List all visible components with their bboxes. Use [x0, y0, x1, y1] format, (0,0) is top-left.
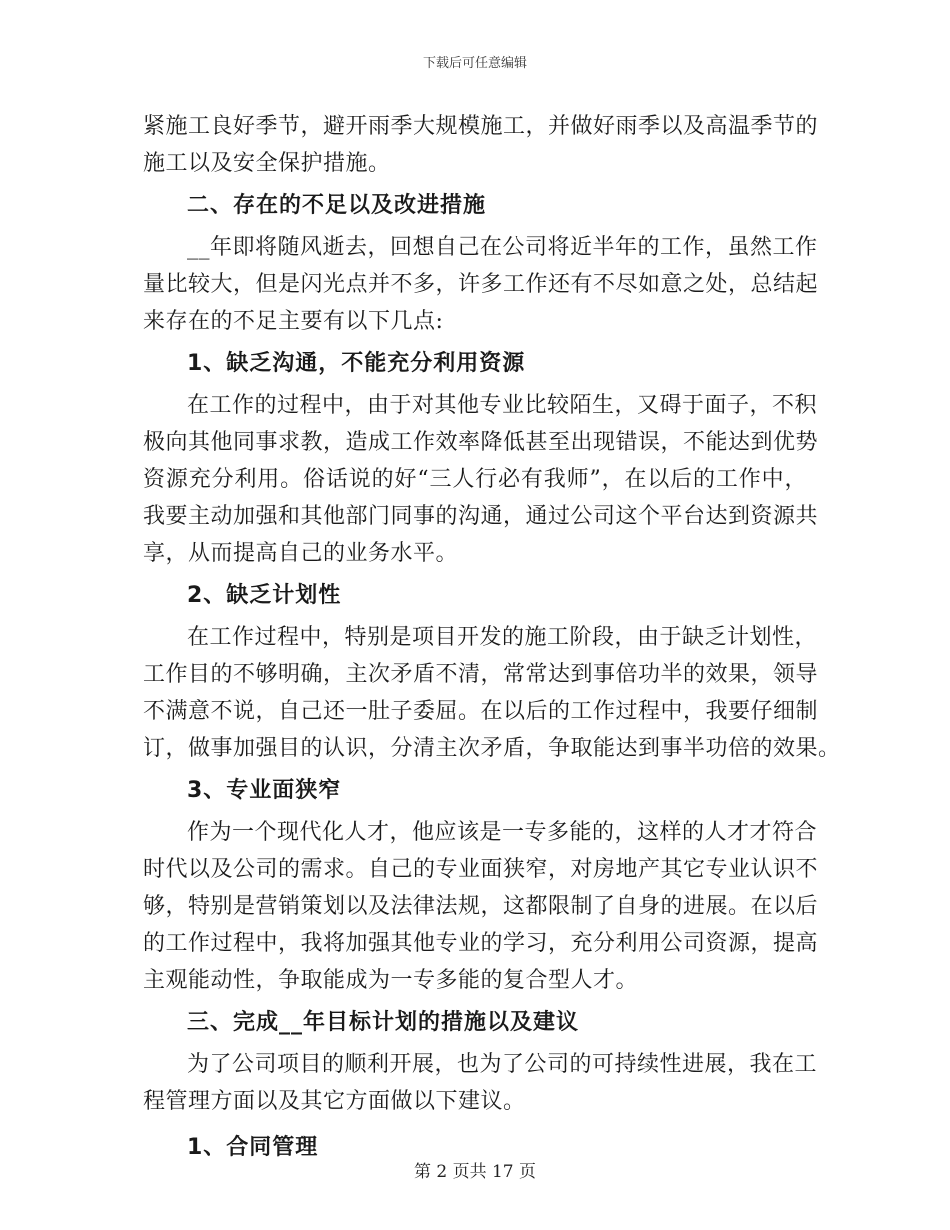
text-line: 我要主动加强和其他部门同事的沟通，通过公司这个平台达到资源共 — [143, 504, 819, 529]
text-line: 主观能动性，争取能成为一专多能的复合型人才。 — [143, 968, 639, 993]
text-line: 作为一个现代化人才，他应该是一专多能的，这样的人才才符合 — [187, 820, 818, 845]
text-line: 的工作过程中，我将加强其他专业的学习，充分利用公司资源，提高 — [143, 931, 819, 956]
section-heading: 二、存在的不足以及改进措施 — [187, 193, 487, 218]
text-line: 资源充分利用。俗话说的好“三人行必有我师”，在以后的工作中， — [143, 467, 807, 492]
subsection-heading: 1、缺乏沟通，不能充分利用资源 — [187, 351, 526, 376]
paragraph — [143, 814, 819, 999]
subsection-heading: 2、缺乏计划性 — [187, 583, 342, 608]
page-footer: 第 2 页共 17 页 — [413, 1162, 537, 1182]
section-heading: 三、完成__年目标计划的措施以及建议 — [187, 1010, 580, 1035]
text-line: 程管理方面以及其它方面做以下建议。 — [143, 1089, 526, 1114]
paragraph — [143, 229, 819, 340]
text-line: 时代以及公司的需求。自己的专业面狭窄，对房地产其它专业认识不 — [143, 857, 819, 882]
text-line: __年即将随风逝去，回想自己在公司将近半年的工作，虽然工作 — [187, 235, 818, 260]
text-line: 在工作过程中，特别是项目开发的施工阶段，由于缺乏计划性， — [187, 625, 818, 650]
paragraph — [143, 387, 819, 572]
paragraph — [143, 108, 819, 182]
text-line: 极向其他同事求教，造成工作效率降低甚至出现错误，不能达到优势 — [143, 430, 819, 455]
text-line: 够，特别是营销策划以及法律法规，这都限制了自身的进展。在以后 — [143, 894, 819, 919]
text-line: 为了公司项目的顺利开展，也为了公司的可持续性进展，我在工 — [187, 1052, 818, 1077]
document-body — [143, 108, 841, 1166]
text-line: 来存在的不足主要有以下几点: — [143, 309, 444, 334]
subsection-heading: 3、专业面狭窄 — [187, 778, 342, 803]
text-line: 紧施工良好季节，避开雨季大规模施工，并做好雨季以及高温季节的 — [143, 114, 819, 139]
text-line: 订，做事加强目的认识，分清主次矛盾，争取能达到事半功倍的效果。 — [143, 736, 841, 761]
text-line: 量比较大，但是闪光点并不多，许多工作还有不尽如意之处，总结起 — [143, 272, 819, 297]
paragraph — [143, 619, 841, 767]
text-line: 施工以及安全保护措施。 — [143, 151, 391, 176]
text-line: 享，从而提高自己的业务水平。 — [143, 541, 459, 566]
text-line: 工作目的不够明确，主次矛盾不清，常常达到事倍功半的效果，领导 — [143, 662, 819, 687]
text-line: 不满意不说，自己还一肚子委屈。在以后的工作过程中，我要仔细制 — [143, 699, 819, 724]
text-line: 在工作的过程中，由于对其他专业比较陌生，又碍于面子，不积 — [187, 393, 818, 418]
subsection-heading: 1、合同管理 — [187, 1135, 319, 1160]
paragraph — [143, 1046, 818, 1120]
page-header: 下载后可任意编辑 — [422, 56, 527, 71]
